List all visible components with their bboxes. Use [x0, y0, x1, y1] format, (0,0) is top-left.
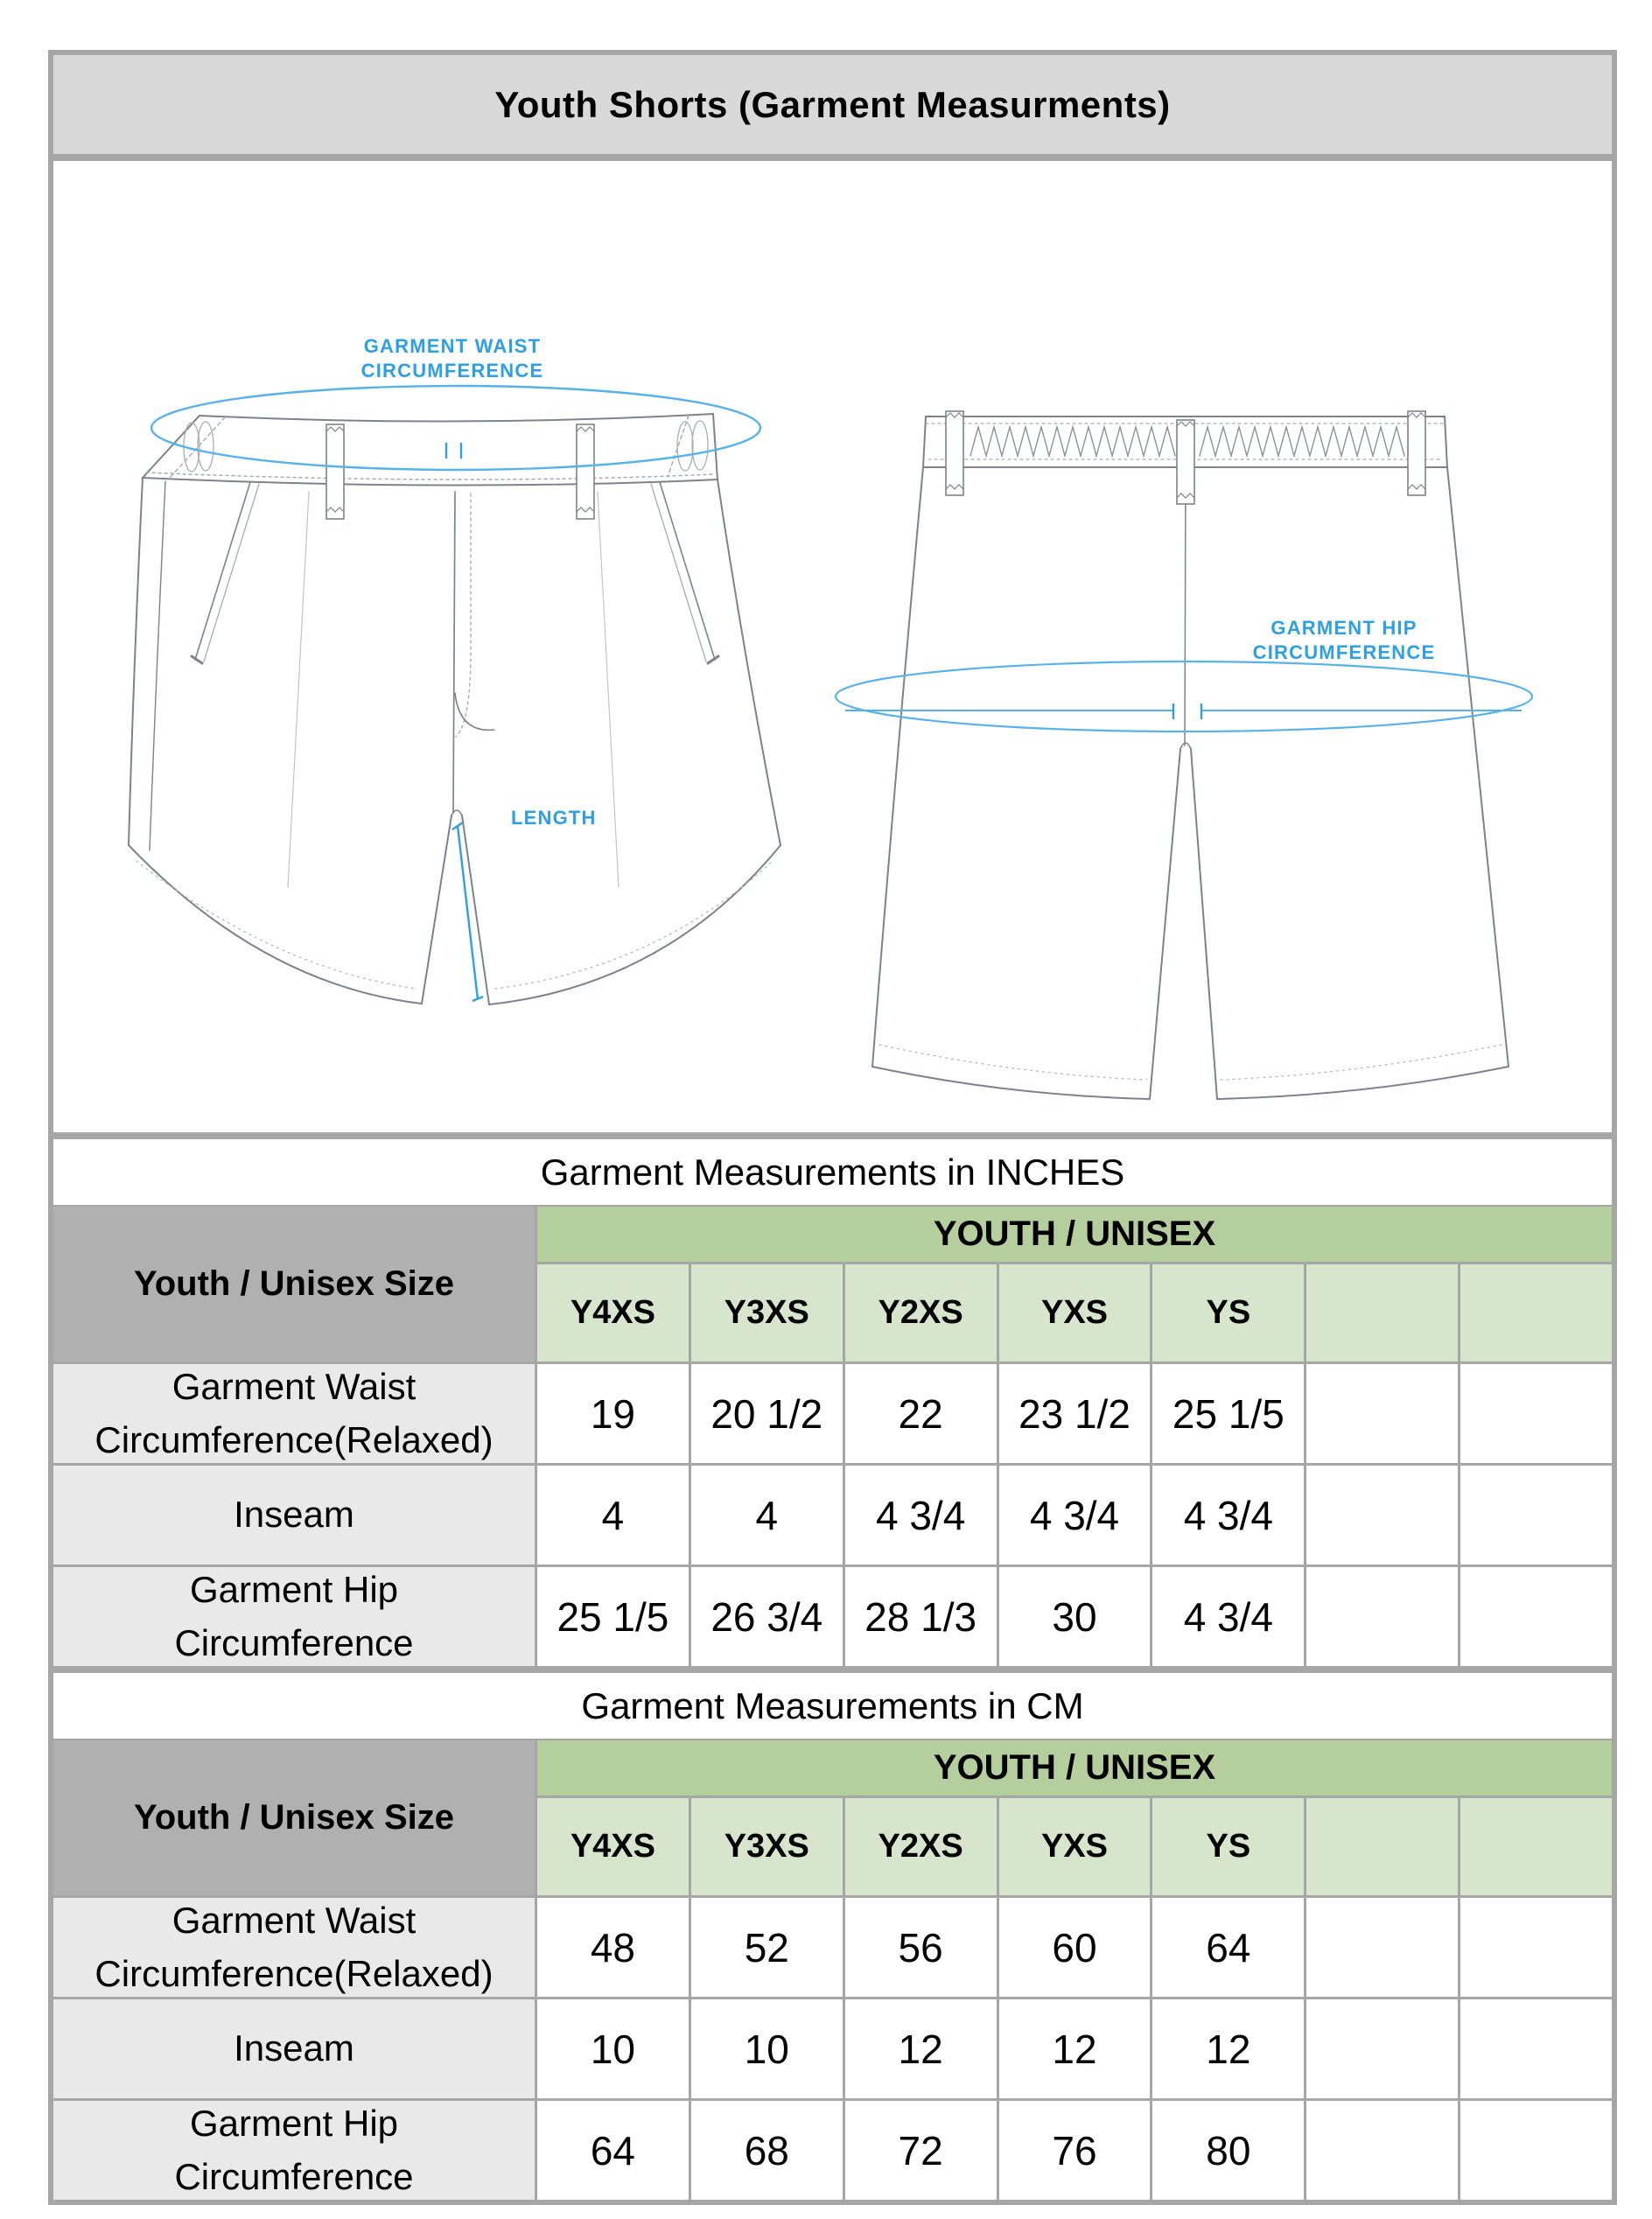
cm-table [53, 1740, 1612, 2200]
inches-table [53, 1207, 1612, 1666]
cm-size-col-y4xs: Y4XS [537, 1798, 689, 1895]
inches-size-col-y3xs: Y3XS [691, 1264, 843, 1362]
cm-inseam-empty1 [1306, 1999, 1458, 2098]
cm-hip-empty1 [1306, 2101, 1458, 2200]
cm-waist-y3xs: 52 [691, 1898, 843, 1997]
inches-inseam-ys: 4 3/4 [1152, 1466, 1304, 1564]
inches-waist-empty2 [1460, 1364, 1612, 1463]
length-label: LENGTH [511, 807, 597, 829]
waist-label-line2: CIRCUMFERENCE [360, 360, 544, 382]
cm-inseam-y2xs: 12 [845, 1999, 997, 2098]
inches-inseam-y3xs: 4 [691, 1466, 843, 1564]
page-title: Youth Shorts (Garment Measurments) [53, 55, 1612, 154]
cm-hip-y4xs: 64 [537, 2101, 689, 2200]
inches-hip-empty2 [1460, 1567, 1612, 1666]
inches-inseam-y4xs: 4 [537, 1466, 689, 1564]
cm-hip-yxs: 76 [999, 2101, 1151, 2200]
inches-waist-ys: 25 1/5 [1152, 1364, 1304, 1463]
hip-label-line1: GARMENT HIP [1270, 617, 1418, 639]
front-shorts-drawing [129, 414, 780, 1004]
hip-label-line2: CIRCUMFERENCE [1252, 641, 1436, 663]
cm-inseam-row-label: Inseam [53, 1999, 535, 2098]
inches-group-header: YOUTH / UNISEX [537, 1207, 1612, 1262]
waist-circumference-label [277, 334, 627, 383]
divider [53, 1132, 1612, 1139]
inches-waist-y3xs: 20 1/2 [691, 1364, 843, 1463]
inches-size-col-y4xs: Y4XS [537, 1264, 689, 1362]
inches-hip-y4xs: 25 1/5 [537, 1567, 689, 1666]
inches-hip-row-label: Garment Hip Circumference [53, 1567, 535, 1666]
inches-size-col-y2xs: Y2XS [845, 1264, 997, 1362]
inches-inseam-yxs: 4 3/4 [999, 1466, 1151, 1564]
cm-hip-empty2 [1460, 2101, 1612, 2200]
back-belt-loops [946, 411, 1425, 504]
inches-inseam-y2xs: 4 3/4 [845, 1466, 997, 1564]
cm-inseam-ys: 12 [1152, 1999, 1304, 2098]
cm-corner-header: Youth / Unisex Size [53, 1740, 535, 1895]
inches-corner-header: Youth / Unisex Size [53, 1207, 535, 1362]
inches-hip-y2xs: 28 1/3 [845, 1567, 997, 1666]
cm-hip-row-label: Garment Hip Circumference [53, 2101, 535, 2200]
cm-waist-y4xs: 48 [537, 1898, 689, 1997]
cm-waist-ys: 64 [1152, 1898, 1304, 1997]
cm-size-col-ys: YS [1152, 1798, 1304, 1895]
cm-waist-row-label: Garment Waist Circumference(Relaxed) [53, 1898, 535, 1997]
back-shorts-drawing [872, 411, 1508, 1099]
garment-diagram-panel [53, 161, 1612, 1132]
cm-size-col-empty2 [1460, 1798, 1612, 1895]
inches-inseam-empty1 [1306, 1466, 1458, 1564]
inches-size-col-ys: YS [1152, 1264, 1304, 1362]
cm-waist-yxs: 60 [999, 1898, 1151, 1997]
cm-table-caption: Garment Measurements in CM [53, 1673, 1612, 1739]
inches-waist-empty1 [1306, 1364, 1458, 1463]
cm-hip-y2xs: 72 [845, 2101, 997, 2200]
cm-inseam-yxs: 12 [999, 1999, 1151, 2098]
front-waist-annotation [151, 386, 760, 470]
waist-label-line1: GARMENT WAIST [363, 335, 542, 357]
inches-size-col-empty2 [1460, 1264, 1612, 1362]
inches-hip-empty1 [1306, 1567, 1458, 1666]
cm-waist-empty1 [1306, 1898, 1458, 1997]
cm-size-col-empty1 [1306, 1798, 1458, 1895]
inches-size-col-yxs: YXS [999, 1264, 1151, 1362]
inches-table-caption: Garment Measurements in INCHES [53, 1139, 1612, 1205]
hip-circumference-label [1169, 616, 1519, 665]
cm-size-col-yxs: YXS [999, 1798, 1151, 1895]
inches-inseam-empty2 [1460, 1466, 1612, 1564]
cm-size-col-y2xs: Y2XS [845, 1798, 997, 1895]
inches-waist-row-label: Garment Waist Circumference(Relaxed) [53, 1364, 535, 1463]
inches-waist-y4xs: 19 [537, 1364, 689, 1463]
cm-inseam-y3xs: 10 [691, 1999, 843, 2098]
back-hip-annotation [836, 662, 1532, 732]
spec-sheet [48, 50, 1617, 2205]
inches-inseam-row-label: Inseam [53, 1466, 535, 1564]
cm-hip-ys: 80 [1152, 2101, 1304, 2200]
inches-hip-y3xs: 26 3/4 [691, 1567, 843, 1666]
cm-hip-y3xs: 68 [691, 2101, 843, 2200]
cm-inseam-y4xs: 10 [537, 1999, 689, 2098]
divider [53, 154, 1612, 161]
cm-size-col-y3xs: Y3XS [691, 1798, 843, 1895]
cm-waist-y2xs: 56 [845, 1898, 997, 1997]
inches-waist-yxs: 23 1/2 [999, 1364, 1151, 1463]
front-belt-loops [326, 424, 594, 519]
inches-size-col-empty1 [1306, 1264, 1458, 1362]
inches-hip-ys: 4 3/4 [1152, 1567, 1304, 1666]
inches-hip-yxs: 30 [999, 1567, 1151, 1666]
inches-waist-y2xs: 22 [845, 1364, 997, 1463]
cm-inseam-empty2 [1460, 1999, 1612, 2098]
cm-waist-empty2 [1460, 1898, 1612, 1997]
cm-group-header: YOUTH / UNISEX [537, 1740, 1612, 1796]
